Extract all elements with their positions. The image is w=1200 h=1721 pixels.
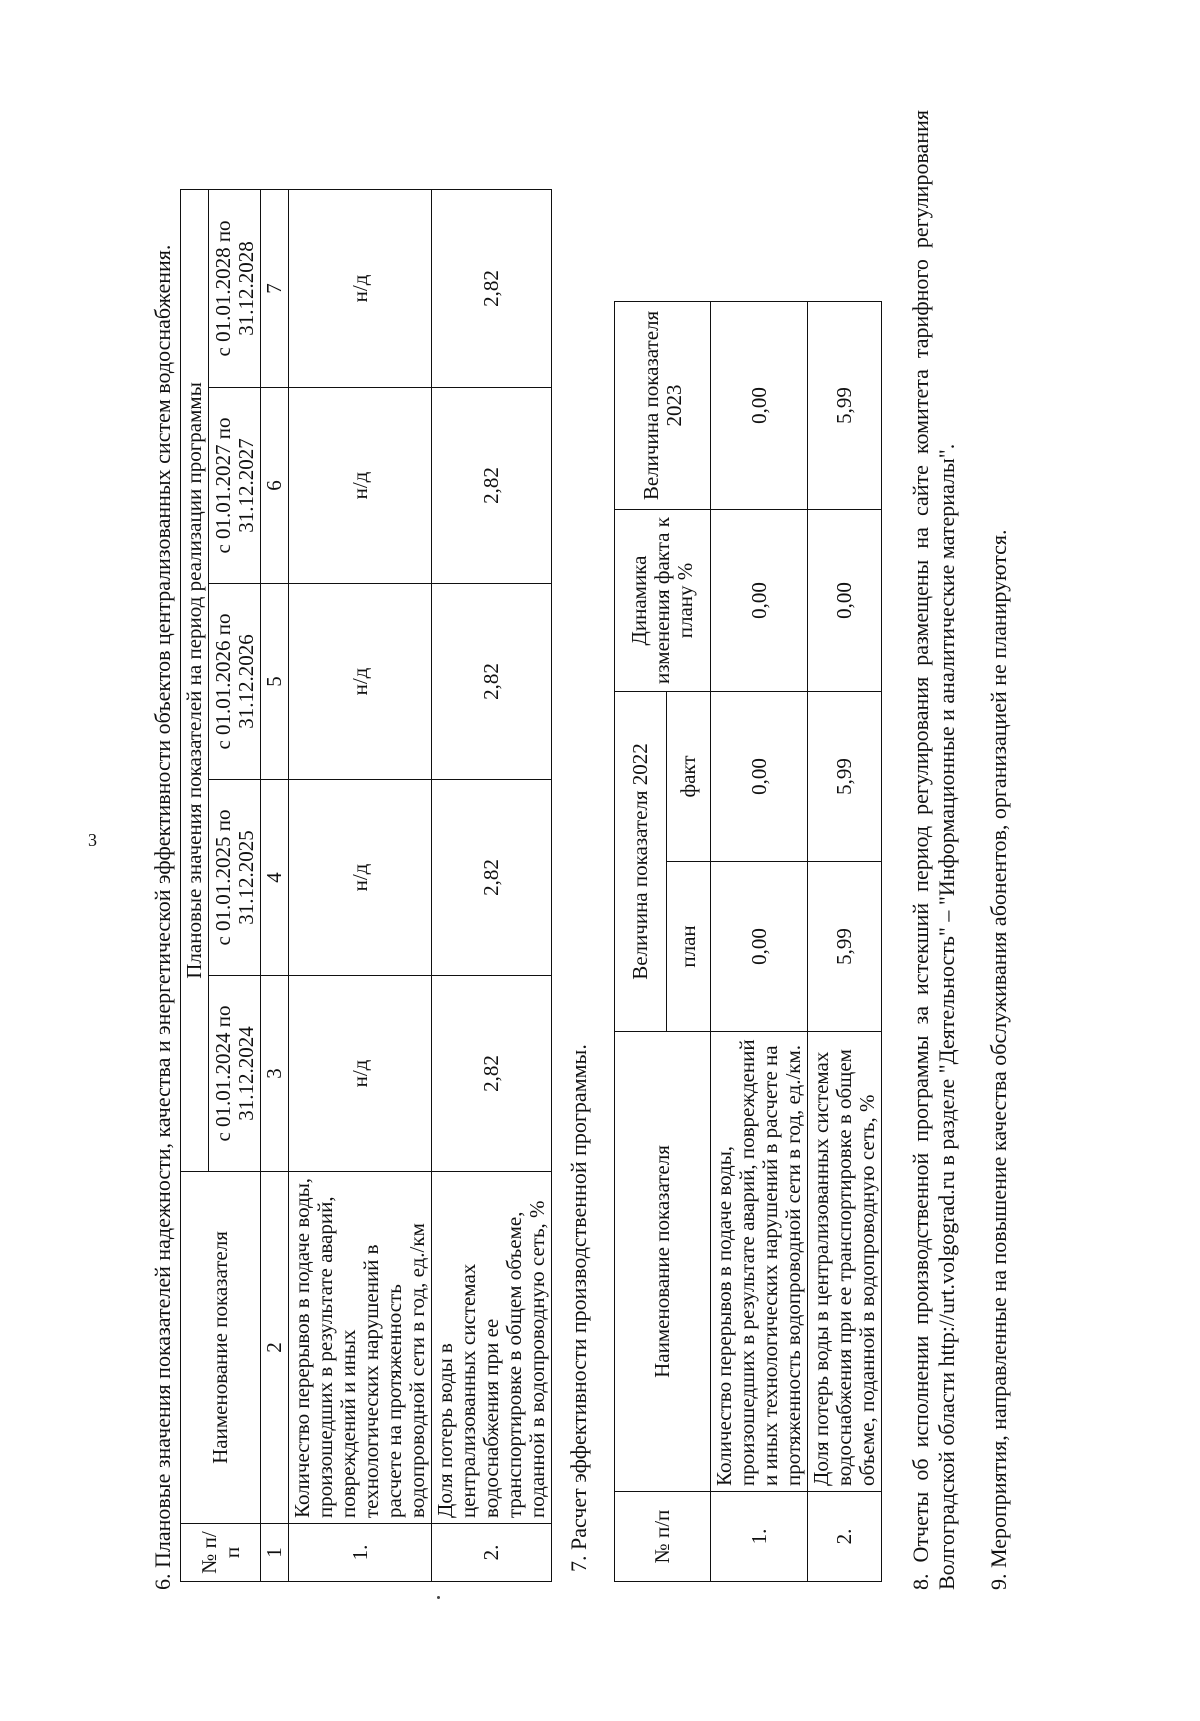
column-number: 2 (261, 1172, 289, 1524)
table-row (808, 302, 882, 1582)
row-num: 2. (432, 1524, 552, 1582)
column-number: 3 (261, 976, 289, 1172)
row-name: Количество перерывов в подаче воды, произошедших в результате аварий, повреждений и иных технологических нарушений в расчете на протяженность водопроводной сети в год, ед./км. (711, 1032, 808, 1492)
table-row (432, 189, 552, 1581)
row-fact: 5,99 (808, 692, 882, 862)
row-dynamics: 0,00 (711, 510, 808, 692)
row-num: 1. (289, 1524, 432, 1582)
column-number: 5 (261, 584, 289, 780)
efficiency-table (614, 301, 882, 1582)
row-num: 1. (711, 1492, 808, 1582)
scan-artifact (437, 1596, 440, 1599)
row-name: Количество перерывов в подаче воды, произошедших в результате аварий, повреждений и иных технологических нарушений в расчете на протяженность водопроводной сети в год, ед./км (289, 1172, 432, 1524)
row-value: 2,82 (432, 388, 552, 584)
column-number: 4 (261, 780, 289, 976)
row-plan: 0,00 (711, 862, 808, 1032)
planned-values-table (180, 189, 552, 1582)
section8-text: 8. Отчеты об исполнении производственной программы за истекший период регулирования размещены на сайте комитета тарифного регулирования Волгоградской области http://urt.volgograd.ru в разделе "Деятельность" – "Информационные и аналитические материалы". (908, 110, 959, 1590)
header-name: Наименование показателя (615, 1032, 711, 1492)
column-number: 6 (261, 388, 289, 584)
header-dynamics: Динамика изменения факта к плану % (615, 510, 711, 692)
row-value: н/д (289, 584, 432, 780)
row-name: Доля потерь воды в централизованных системах водоснабжения при ее транспортировке в общем объеме, поданной в водопроводную сеть, % (808, 1032, 882, 1492)
row-value: н/д (289, 388, 432, 584)
row-value: 2,82 (432, 780, 552, 976)
rotated-content (150, 110, 1034, 1590)
section7-title: 7. Расчет эффективности производственной программы. (566, 1044, 591, 1572)
header-plan: план (667, 862, 711, 1032)
section9-text: 9. Мероприятия, направленные на повышение качества обслуживания абонентов, организацией не планируются. (986, 529, 1011, 1590)
header-period: с 01.01.2025 по 31.12.2025 (209, 780, 261, 976)
header-name: Наименование показателя (181, 1172, 261, 1524)
row-value: 2,82 (432, 189, 552, 387)
row-value: н/д (289, 780, 432, 976)
row-name: Доля потерь воды в централизованных системах водоснабжения при ее транспортировке в общем объеме, поданной в водопроводную сеть, % (432, 1172, 552, 1524)
header-period: с 01.01.2027 по 31.12.2027 (209, 388, 261, 584)
table-row (289, 189, 432, 1581)
header-num: № п/п (615, 1492, 711, 1582)
row-dynamics: 0,00 (808, 510, 882, 692)
row-value: 2,82 (432, 976, 552, 1172)
header-planned-group: Плановые значения показателей на период реализации программы (181, 189, 209, 1171)
row-num: 2. (808, 1492, 882, 1582)
section6-title: 6. Плановые значения показателей надежности, качества и энергетической эффективности объектов централизованных систем водоснабжения. (150, 244, 175, 1590)
row-fact: 0,00 (711, 692, 808, 862)
row-value: н/д (289, 976, 432, 1172)
column-number: 1 (261, 1524, 289, 1582)
header-value-2022: Величина показателя 2022 (615, 692, 667, 1032)
table-row (711, 302, 808, 1582)
header-num: № п/п (181, 1524, 261, 1582)
header-period: с 01.01.2026 по 31.12.2026 (209, 584, 261, 780)
page-number: 3 (88, 830, 97, 850)
row-value-2023: 5,99 (808, 302, 882, 510)
row-value: 2,82 (432, 584, 552, 780)
row-value: н/д (289, 189, 432, 387)
header-period: с 01.01.2024 по 31.12.2024 (209, 976, 261, 1172)
header-value-2023: Величина показателя 2023 (615, 302, 711, 510)
header-period: с 01.01.2028 по 31.12.2028 (209, 189, 261, 387)
header-fact: факт (667, 692, 711, 862)
row-value-2023: 0,00 (711, 302, 808, 510)
row-plan: 5,99 (808, 862, 882, 1032)
column-number: 7 (261, 189, 289, 387)
